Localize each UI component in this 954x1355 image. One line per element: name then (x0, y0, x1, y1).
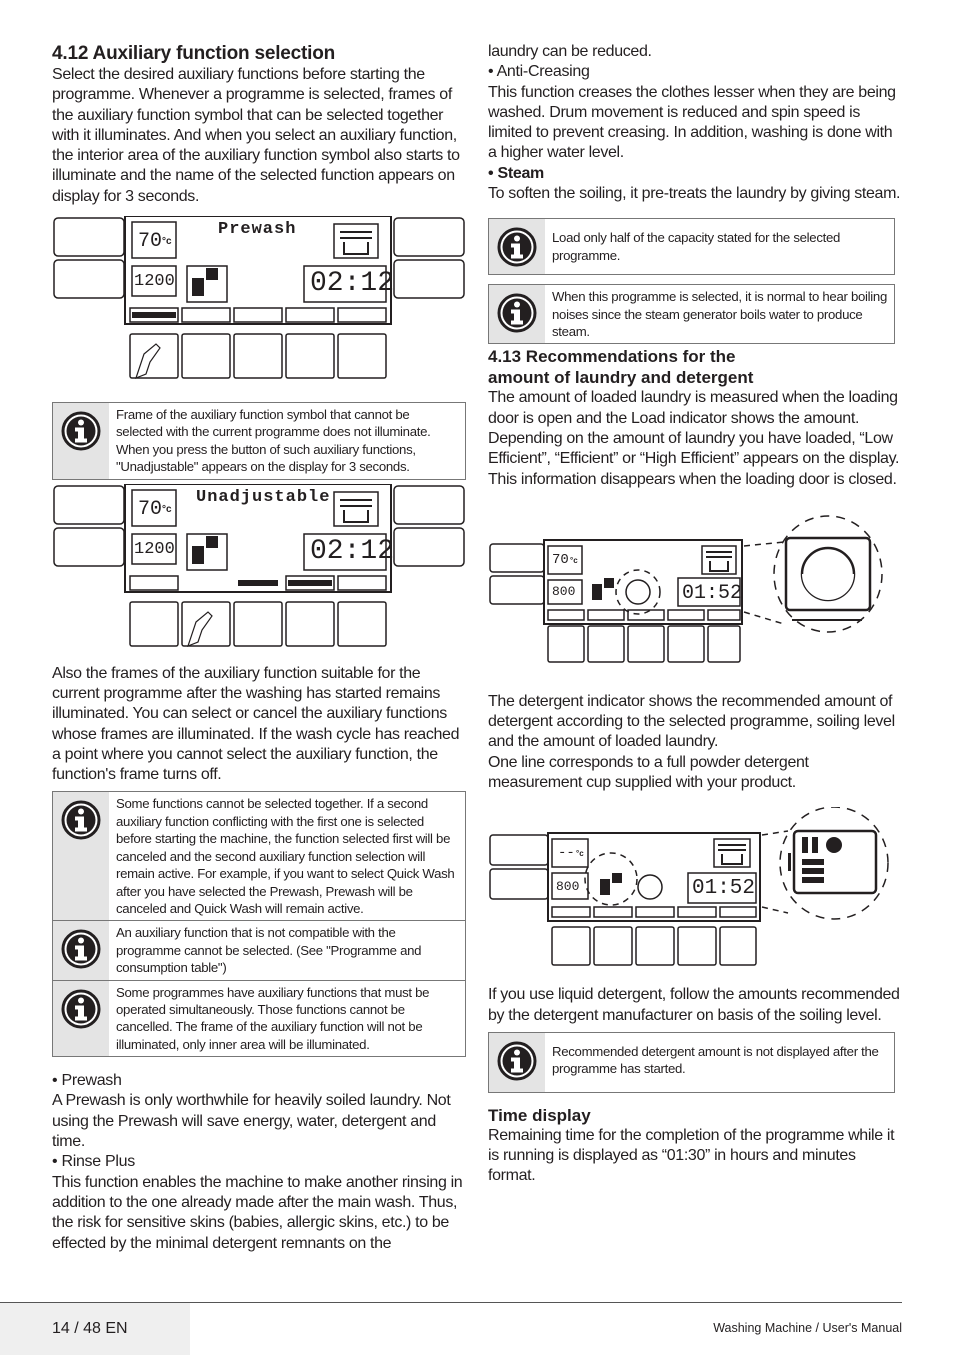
display-temp-unit: °c (162, 236, 172, 248)
steam-text: To soften the soiling, it pre-treats the laundry by giving steam. (488, 185, 901, 203)
info-icon (489, 1033, 545, 1092)
display-function-name: Prewash (218, 220, 297, 240)
info-icon (53, 792, 109, 920)
measurement-cup-text: One line corresponds to a full powder detergent measurement cup supplied with your product. (488, 753, 809, 792)
display-temp-unit: °c (576, 849, 584, 859)
display-temp: 70 (552, 551, 569, 568)
section-heading-4-12: 4.12 Auxiliary function selection (52, 43, 336, 64)
time-display-text: Remaining time for the completion of the programme while it is running is displayed as “01:30” in hours and minutes format. (488, 1126, 895, 1185)
info-icon (53, 921, 109, 979)
display-spin: 1200 (134, 272, 175, 292)
continued-text: laundry can be reduced. (488, 43, 652, 60)
rinse-plus-title: • Rinse Plus (52, 1153, 135, 1171)
laundry-amount-text: The amount of loaded laundry is measured when the loading door is open and the Load indicator shows the amount. Depending on the amount of laundry you have loaded, “Low Efficient”, “Efficient” or “High Efficient” appears on the display. (488, 389, 900, 468)
page-footer (0, 1302, 902, 1355)
right-column (488, 42, 902, 1187)
display-time: 02:12 (310, 535, 395, 567)
left-column (52, 42, 466, 1254)
paragraph-frames: Also the frames of the auxiliary function suitable for the current programme after the washing has started remains illuminated. You can select or cancel the auxiliary functions whose frames are illuminated. If the wash cycle has reached a point where you cannot select the auxiliary function, the function's frame turns off. (52, 664, 460, 784)
display-panel-detergent (488, 807, 902, 969)
display-spin: 1200 (134, 539, 175, 559)
info-note-boiling: When this programme is selected, it is normal to hear boiling noises since the steam generator boils water to produce steam. (488, 284, 895, 344)
info-note-conflict: Some functions cannot be selected together. If a second auxiliary function conflicting with the first one is selected before starting the machine, the function selected first will be canceled and the second auxiliary function selection will remain active. For example, if you want to select Quick Wash after you have selected the Prewash, Prewash will be canceled and Quick Wash will remain active. (53, 792, 465, 921)
info-note-group (52, 791, 466, 1057)
display-time: 01:52 (682, 581, 743, 605)
info-note-simultaneous: Some programmes have auxiliary functions that must be operated simultaneously. Those functions cannot be cancelled. The frame of the auxiliary function will not be illuminated, only inner area will be illuminated. (53, 981, 465, 1057)
display-spin: 800 (552, 583, 576, 599)
display-panel-prewash (52, 216, 466, 382)
display-temp: -- (558, 845, 575, 862)
liquid-detergent-text: If you use liquid detergent, follow the amounts recommended by the detergent manufacturer on basis of the soiling level. (488, 986, 900, 1024)
info-icon (53, 403, 109, 479)
display-time: 01:52 (692, 877, 756, 901)
time-display-heading: Time display (488, 1105, 591, 1125)
display-function-name: Unadjustable (196, 487, 331, 507)
display-temp-unit: °c (570, 555, 578, 565)
steam-title: • Steam (488, 164, 544, 182)
display-panel-load (488, 512, 902, 672)
rinse-plus-text: This function enables the machine to make another rinsing in addition to the one already made after the main wash. Thus, the risk for sensitive skins (babies, allergic skins, etc.) to be effected by the minimal detergent remnants on the (52, 1173, 463, 1252)
loading-door-text: This information disappears when the loading door is closed. (488, 470, 897, 488)
detergent-indicator-text: The detergent indicator shows the recommended amount of detergent according to the selected programme, soiling level and the amount of loaded laundry. (488, 692, 895, 751)
info-icon (53, 981, 109, 1057)
info-note-half-load: Load only half of the capacity stated for the selected programme. (488, 218, 895, 275)
intro-paragraph: Select the desired auxiliary functions before starting the programme. Whenever a programme is selected, frames of the auxiliary function symbol that can be selected together with it illuminates. And when you select an auxiliary function, the interior area of the auxiliary function symbol also starts to illuminate and the name of the selected function appears on display for 3 seconds. (52, 66, 460, 205)
anti-creasing-title: • Anti-Creasing (488, 63, 590, 81)
display-panel-unadjustable (52, 484, 466, 650)
info-icon (489, 219, 545, 274)
info-icon (489, 285, 545, 343)
prewash-title: • Prewash (52, 1072, 122, 1090)
display-spin: 800 (556, 879, 580, 895)
manual-title: Washing Machine / User's Manual (713, 1321, 902, 1335)
display-temp-unit: °c (162, 503, 172, 515)
display-temp: 70 (138, 497, 163, 521)
info-note-detergent: Recommended detergent amount is not displayed after the programme has started. (488, 1032, 895, 1093)
prewash-text: A Prewash is only worthwhile for heavily soiled laundry. Not using the Prewash will save energy, water, detergent and time. (52, 1092, 451, 1151)
section-heading-4-13: 4.13 Recommendations for the amount of laundry and detergent (488, 347, 754, 388)
info-note-incompatible: An auxiliary function that is not compatible with the programme cannot be selected. (See "Programme and consumption table") (53, 921, 465, 980)
anti-creasing-text: This function creases the clothes lesser when they are being washed. Drum movement is reduced and spin speed is limited to prevent creasing. In addition, washing is done with a higher water level. (488, 83, 896, 162)
display-temp: 70 (138, 230, 163, 254)
info-note-frame: Frame of the auxiliary function symbol that cannot be selected with the current programme does not illuminate. When you press the button of such auxiliary functions, "Unadjustable" appears on the display for 3 seconds. (52, 402, 466, 480)
display-time: 02:12 (310, 268, 395, 300)
page-number: 14 / 48 EN (0, 1303, 190, 1355)
